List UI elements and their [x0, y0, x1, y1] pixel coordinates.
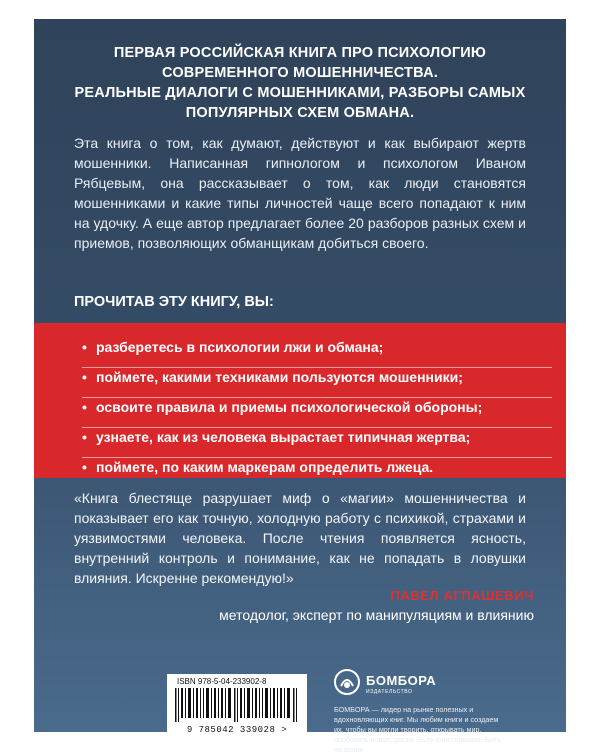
benefit-item: • освоите правила и приемы психологической обороны; — [82, 393, 566, 423]
benefit-item: • поймете, какими техниками пользуются мошенники; — [82, 363, 566, 393]
headline-line: ПОПУЛЯРНЫХ СХЕМ ОБМАНА. — [185, 105, 415, 121]
headline — [64, 43, 536, 123]
headline-line: ПЕРВАЯ РОССИЙСКАЯ КНИГА ПРО ПСИХОЛОГИЮ — [113, 45, 487, 61]
divider — [82, 427, 552, 428]
benefits-box — [34, 323, 566, 478]
bombora-logo-icon — [334, 669, 360, 695]
benefit-item: • узнаете, как из человека вырастает типичная жертва; — [82, 423, 566, 453]
isbn-label: ISBN 978-5-04-233902-8 — [177, 677, 267, 686]
benefits-list — [34, 323, 566, 483]
benefits-title: ПРОЧИТАВ ЭТУ КНИГУ, ВЫ: — [74, 294, 274, 310]
barcode-bars-icon — [175, 688, 299, 722]
barcode — [167, 674, 307, 737]
headline-line: РЕАЛЬНЫЕ ДИАЛОГИ С МОШЕННИКАМИ, РАЗБОРЫ САМЫХ — [74, 85, 526, 101]
benefit-item: • разберетесь в психологии лжи и обмана; — [82, 333, 566, 363]
publisher-description: БОМБОРА — лидер на рынке полезных и вдохновляющих книг. Мы любим книги и создаем их, чтобы вы могли творить, открывать мир, пробовать новое, расти. Быть счастливыми. Быть на волне. — [334, 705, 502, 754]
publisher-name: БОМБОРА — [366, 673, 437, 688]
divider — [82, 397, 552, 398]
headline-line: СОВРЕМЕННОГО МОШЕННИЧЕСТВА. — [162, 65, 438, 81]
divider — [82, 457, 552, 458]
review-author: ПАВЕЛ АГПАШЕВИЧ — [390, 588, 534, 603]
book-description: Эта книга о том, как думают, действуют и как выбирают жертв мошенники. Написанная гипнологом и психологом Иваном Рябцевым, она рассказывает о том, как люди становятся мошенниками и какие типы личностей чаще всего попадают к ним на удочку. А еще автор предлагает более 20 разборов разных схем и приемов, позволяющих обманщикам добиться своего. — [74, 135, 526, 251]
divider — [82, 367, 552, 368]
publisher-subtitle: ИЗДАТЕЛЬСТВО — [366, 689, 413, 695]
barcode-number: 9 785042 339028 > — [186, 725, 288, 735]
benefit-item: • поймете, по каким маркерам определить лжеца. — [82, 453, 566, 483]
review-quote: «Книга блестяще разрушает миф о «магии» мошенничества и показывает его как точную, холодную работу с психикой, страхами и уязвимостями человека. После чтения появляется ясность, внутренний контроль и понимание, как не попадать в ловушки влияния. Искренне рекомендую!» — [74, 490, 526, 586]
review-author-role: методолог, эксперт по манипуляциям и влиянию — [219, 607, 534, 623]
book-back-cover — [34, 19, 566, 754]
